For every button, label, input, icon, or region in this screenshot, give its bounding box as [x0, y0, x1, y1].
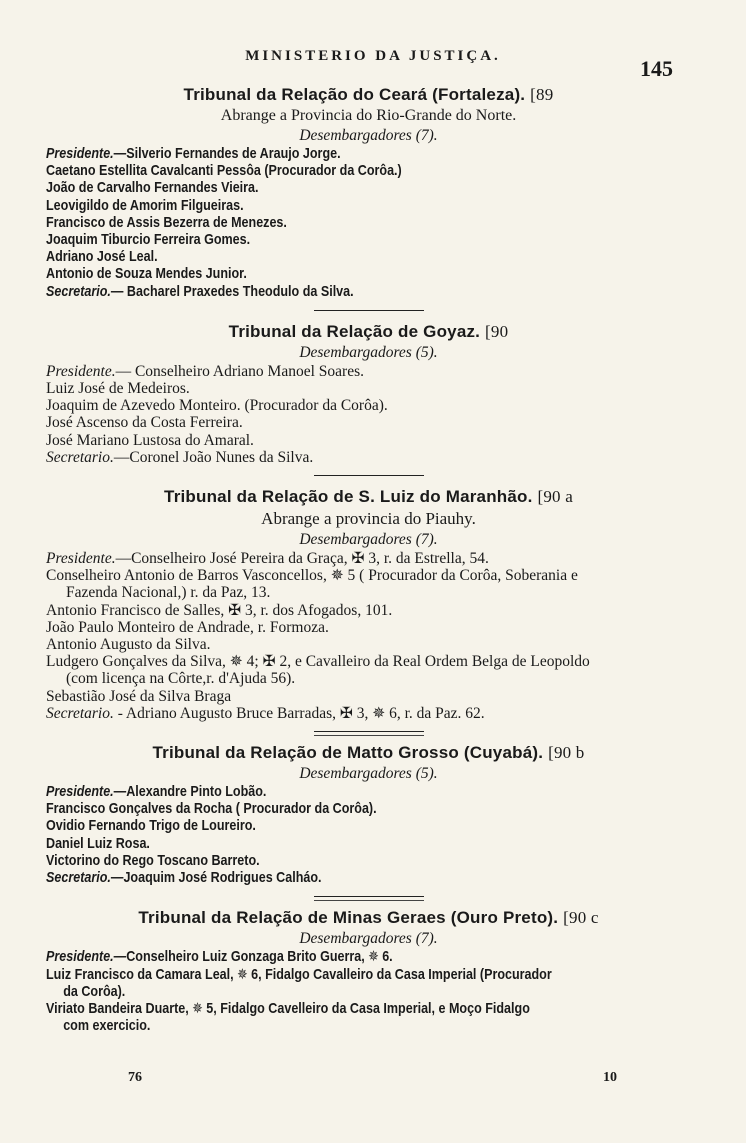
member-entry	[46, 818, 691, 835]
member-entry	[46, 432, 691, 449]
running-title: MINISTERIO DA JUSTIÇA.	[245, 48, 501, 64]
member-entry	[46, 853, 691, 870]
member-entry	[46, 1018, 708, 1035]
section-divider	[314, 475, 424, 476]
member-entry	[46, 584, 711, 601]
member-text: Joaquim de Azevedo Monteiro. (Procurador da Corôa).	[46, 397, 388, 415]
tribunal-section	[46, 486, 691, 722]
role-label: Secretario.	[46, 704, 114, 722]
section-title	[46, 742, 691, 764]
member-text: Antonio Augusto da Silva.	[46, 636, 211, 654]
member-text: Luiz José de Medeiros.	[46, 380, 190, 398]
member-text: Caetano Estellita Cavalcanti Pessôa (Procurador da Corôa.)	[46, 163, 402, 180]
signature-mark-left: 76	[128, 1070, 142, 1085]
member-text: Leovigildo de Amorim Filgueiras.	[46, 197, 244, 214]
member-text: —Alexandre Pinto Lobão.	[113, 784, 267, 801]
member-entry	[46, 836, 691, 853]
section-reference: [90	[485, 321, 509, 341]
member-entry	[46, 146, 691, 163]
member-entry	[46, 619, 691, 636]
member-entry	[46, 670, 711, 687]
tribunal-section	[46, 907, 691, 1035]
signature-mark-right: 10	[603, 1070, 617, 1085]
member-entry	[46, 380, 691, 397]
section-divider	[314, 896, 424, 897]
member-entry	[46, 449, 691, 466]
member-text: João Paulo Monteiro de Andrade, r. Formoza.	[46, 618, 329, 636]
section-title-text: Tribunal da Relação de Goyaz.	[228, 321, 481, 341]
member-entry	[46, 266, 691, 283]
section-subtitle: Abrange a provincia do Piauhy.	[261, 509, 476, 529]
desembargadores-heading: Desembargadores (7).	[299, 930, 438, 948]
desembargadores-heading: Desembargadores (7).	[299, 127, 438, 144]
member-text: Ludgero Gonçalves da Silva, ✵ 4; ✠ 2, e Cavalleiro da Real Ordem Belga de Leopoldo	[46, 653, 590, 671]
desembargadores-heading: Desembargadores (5).	[299, 343, 438, 361]
member-text: Viriato Bandeira Duarte, ✵ 5, Fidalgo Cavelleiro da Casa Imperial, e Moço Fidalgo	[46, 1000, 530, 1017]
section-reference: [90 c	[563, 908, 599, 928]
member-entry	[46, 414, 691, 431]
member-entry	[46, 1001, 691, 1018]
section-title	[46, 486, 691, 508]
role-label: Presidente.	[46, 784, 114, 801]
section-subtitle: Abrange a Provincia do Rio-Grande do Norte.	[220, 107, 517, 124]
role-label: Presidente.	[46, 362, 116, 380]
member-text: João de Carvalho Fernandes Vieira.	[46, 180, 259, 197]
member-text: José Ascenso da Costa Ferreira.	[46, 414, 243, 432]
member-entry	[46, 215, 691, 232]
member-text: Ovidio Fernando Trigo de Loureiro.	[46, 818, 256, 835]
member-entry	[46, 163, 691, 180]
member-text: — Bacharel Praxedes Theodulo da Silva.	[110, 283, 354, 300]
member-entry	[46, 363, 691, 380]
section-title	[46, 321, 691, 343]
tribunal-section	[46, 84, 691, 301]
member-entry	[46, 784, 691, 801]
section-reference: [89	[530, 85, 554, 104]
member-text: Conselheiro Antonio de Barros Vasconcellos, ✵ 5 ( Procurador da Corôa, Soberania e	[46, 567, 578, 585]
section-divider	[314, 310, 424, 311]
role-label: Secretario.	[46, 448, 114, 466]
member-entry	[46, 249, 691, 266]
member-entry	[46, 705, 691, 722]
member-text: - Adriano Augusto Bruce Barradas, ✠ 3, ✵ 6, r. da Paz. 62.	[113, 704, 485, 722]
member-text: Daniel Luiz Rosa.	[46, 835, 150, 852]
document-body	[46, 84, 691, 1035]
section-title-text: Tribunal da Relação de Matto Grosso (Cuyabá).	[152, 743, 544, 763]
page-number: 145	[640, 56, 673, 81]
member-text: —Coronel João Nunes da Silva.	[113, 448, 314, 466]
role-label: Presidente.	[46, 550, 116, 568]
section-reference: [90 b	[548, 743, 585, 763]
section-title	[46, 907, 691, 929]
member-text: Sebastião José da Silva Braga	[46, 687, 232, 705]
member-entry	[46, 967, 691, 984]
section-title-text: Tribunal da Relação do Ceará (Fortaleza).	[183, 85, 526, 104]
section-title-text: Tribunal da Relação de S. Luiz do Maranhão.	[164, 487, 533, 507]
member-text: Francisco Gonçalves da Rocha ( Procurador da Corôa).	[46, 801, 377, 818]
member-entry	[46, 636, 691, 653]
member-text: Fazenda Nacional,) r. da Paz, 13.	[66, 584, 271, 602]
tribunal-section	[46, 321, 691, 466]
member-entry	[46, 180, 691, 197]
member-entry	[46, 688, 691, 705]
member-text: Victorino do Rego Toscano Barreto.	[46, 852, 260, 869]
section-title	[46, 84, 691, 106]
member-entry	[46, 198, 691, 215]
section-reference: [90 a	[537, 487, 573, 507]
desembargadores-heading: Desembargadores (7).	[299, 531, 438, 549]
desembargadores-heading: Desembargadores (5).	[299, 765, 438, 783]
member-text: Antonio Francisco de Salles, ✠ 3, r. dos Afogados, 101.	[46, 601, 393, 619]
role-label: Secretario.	[46, 870, 111, 887]
member-entry	[46, 397, 691, 414]
member-text: Francisco de Assis Bezerra de Menezes.	[46, 214, 287, 231]
member-entry	[46, 984, 708, 1001]
member-text: —Silverio Fernandes de Araujo Jorge.	[113, 146, 341, 162]
member-text: da Corôa).	[63, 983, 126, 1000]
section-title-text: Tribunal da Relação de Minas Geraes (Ouro Preto).	[138, 908, 559, 928]
member-text: Joaquim Tiburcio Ferreira Gomes.	[46, 232, 251, 249]
role-label: Secretario.	[46, 283, 111, 300]
member-entry	[46, 602, 691, 619]
member-entry	[46, 653, 691, 670]
role-label: Presidente.	[46, 146, 114, 162]
member-entry	[46, 284, 691, 301]
section-divider	[314, 731, 424, 732]
member-text: —Conselheiro José Pereira da Graça, ✠ 3, r. da Estrella, 54.	[115, 550, 489, 568]
member-text: Adriano José Leal.	[46, 249, 158, 266]
member-entry	[46, 949, 691, 966]
member-text: — Conselheiro Adriano Manoel Soares.	[115, 362, 364, 380]
member-entry	[46, 567, 691, 584]
member-text: (com licença na Côrte,r. d'Ajuda 56).	[66, 670, 296, 688]
member-text: —Conselheiro Luiz Gonzaga Brito Guerra, ✵ 6.	[113, 949, 393, 966]
member-entry	[46, 550, 691, 567]
member-text: Luiz Francisco da Camara Leal, ✵ 6, Fidalgo Cavalleiro da Casa Imperial (Procurador	[46, 966, 552, 983]
member-text: José Mariano Lustosa do Amaral.	[46, 431, 254, 449]
member-text: Antonio de Souza Mendes Junior.	[46, 266, 247, 283]
member-entry	[46, 232, 691, 249]
role-label: Presidente.	[46, 949, 114, 966]
member-text: —Joaquim José Rodrigues Calháo.	[110, 870, 322, 887]
member-text: com exercicio.	[63, 1018, 151, 1035]
member-entry	[46, 870, 691, 887]
tribunal-section	[46, 742, 691, 887]
member-entry	[46, 801, 691, 818]
